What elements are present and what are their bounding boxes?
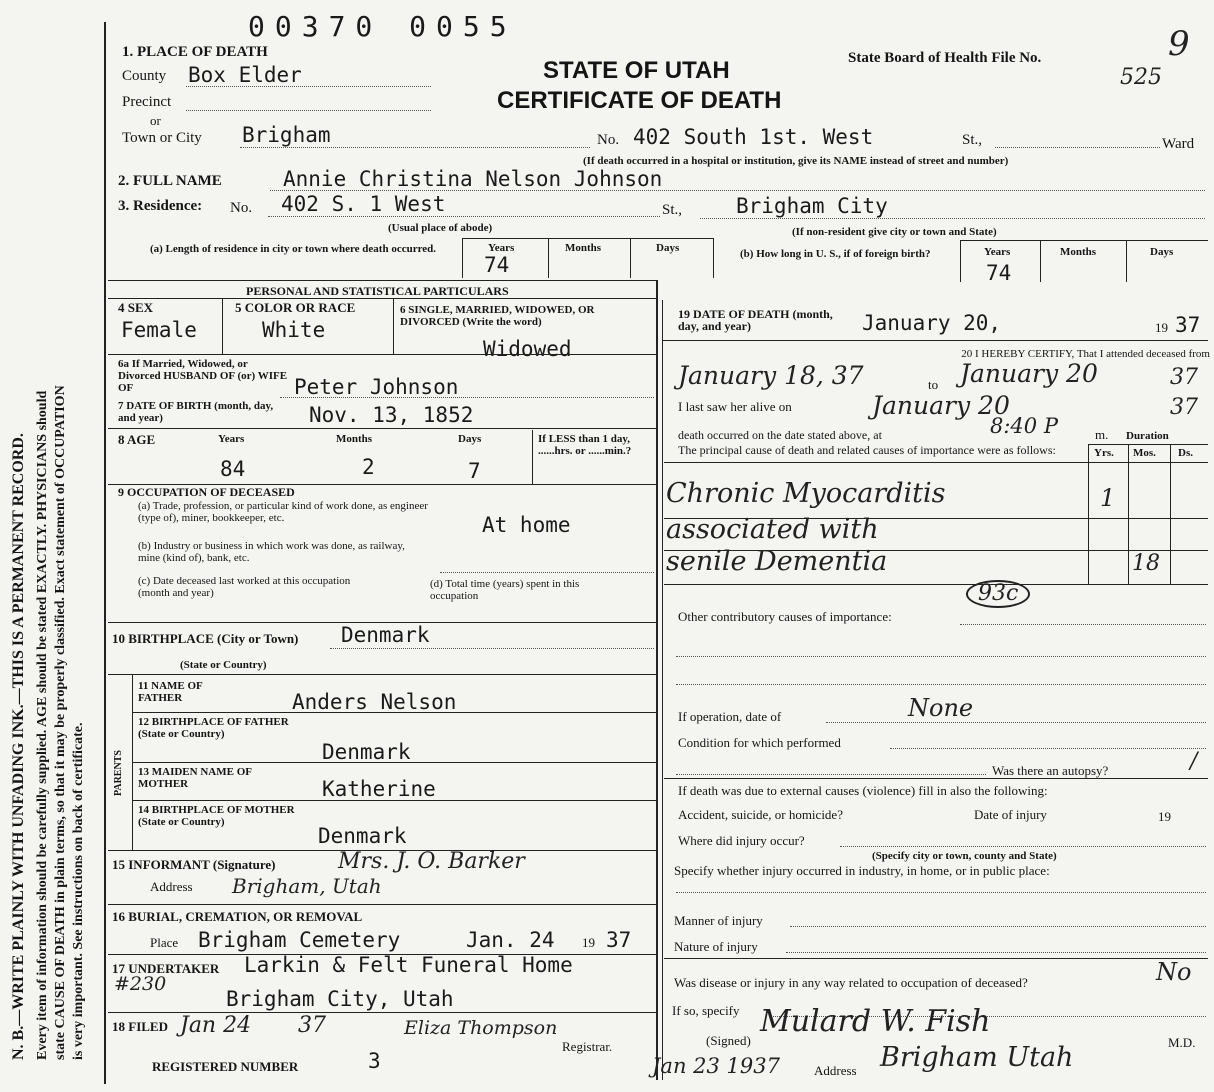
mother-birthplace-value: Denmark (318, 824, 407, 848)
death-occurred-label: death occurred on the date stated above, at (678, 428, 882, 442)
accident-label: Accident, suicide, or homicide? (678, 807, 843, 822)
full-name-value: Annie Christina Nelson Johnson (283, 167, 663, 191)
dod-year: 37 (1175, 313, 1201, 337)
place-of-death-label: 1. PLACE OF DEATH (122, 44, 268, 60)
other-causes-label: Other contributory causes of importance: (678, 609, 892, 624)
ward-label: Ward (1162, 136, 1195, 152)
informant-label: 15 INFORMANT (Signature) (112, 857, 276, 872)
filed-date: Jan 24 (180, 1013, 252, 1038)
state-title: STATE OF UTAH (543, 57, 730, 84)
mother-label: 13 MAIDEN NAME OF MOTHER (138, 766, 252, 790)
mother-birthplace-label: 14 BIRTHPLACE OF MOTHER (State or Country) (138, 804, 295, 828)
physician-address-label: Address (814, 1063, 857, 1078)
attended-to-label: to (928, 377, 939, 392)
burial-place-label: Place (150, 935, 179, 950)
father-value: Anders Nelson (292, 690, 457, 714)
color-label: 5 COLOR OR RACE (235, 300, 356, 315)
occupation-related-value: No (1156, 958, 1192, 986)
us-days-label: Days (1150, 246, 1174, 258)
file-no-label: State Board of Health File No. (848, 50, 1042, 66)
registrar-signature: Eliza Thompson (404, 1017, 558, 1039)
town-label: Town or City (122, 130, 202, 146)
usual-abode-note: (Usual place of abode) (388, 222, 493, 234)
registrar-label: Registrar. (562, 1039, 613, 1054)
birthplace-label: 10 BIRTHPLACE (City or Town) (112, 631, 299, 646)
ds-label: Ds. (1178, 447, 1193, 459)
us-months-label: Months (1060, 246, 1097, 258)
undertaker-address: Brigham City, Utah (226, 987, 454, 1011)
occupation-c-label: (c) Date deceased last worked at this occupation (month and year) (138, 575, 351, 599)
cause-label: The principal cause of death and related causes of importance were as follows: (678, 443, 1056, 457)
father-label: 11 NAME OF FATHER (138, 680, 203, 704)
street-value: 402 South 1st. West (633, 125, 874, 149)
specify-place-note: (Specify city or town, county and State) (872, 850, 1057, 862)
burial-label: 16 BURIAL, CREMATION, OR REMOVAL (112, 909, 363, 924)
autopsy-value: / (1190, 749, 1198, 774)
town-value: Brigham (242, 123, 331, 147)
age-days-value: 7 (468, 459, 481, 483)
informant-signature: Mrs. J. O. Barker (338, 849, 525, 874)
us-residence-label: (b) How long in U. S., if of foreign birth? (740, 248, 931, 260)
date-of-death-label: 19 DATE OF DEATH (month, day, and year) (678, 307, 833, 333)
filed-year: 37 (298, 1013, 326, 1038)
burial-year-prefix: 19 (582, 935, 595, 950)
residence-city: Brigham City (736, 194, 888, 218)
res-years-value: 74 (484, 253, 510, 277)
occupation-label: 9 OCCUPATION OF DECEASED (118, 485, 295, 499)
signed-date: Jan 23 1937 (652, 1054, 780, 1078)
res-years-label: Years (488, 242, 515, 254)
operation-label: If operation, date of (678, 709, 782, 724)
undertaker-value: Larkin & Felt Funeral Home (244, 953, 573, 977)
residence-st-label: St., (662, 202, 683, 218)
if-so-label: If so, specify (672, 1003, 740, 1018)
undertaker-label: 17 UNDERTAKER (112, 961, 220, 976)
hospital-note: (If death occurred in a hospital or institution, give its NAME instead of street and number) (583, 155, 1009, 167)
age-months-value: 2 (362, 455, 375, 479)
full-name-label: 2. FULL NAME (118, 173, 222, 189)
cause-3: senile Dementia (666, 546, 888, 577)
cause-2: associated with (666, 514, 879, 545)
attended-to: January 20 (960, 359, 1098, 388)
spouse-value: Peter Johnson (294, 375, 459, 399)
undertaker-number: #230 (114, 973, 167, 995)
father-birthplace-label: 12 BIRTHPLACE OF FATHER (State or Country) (138, 716, 289, 740)
serial-number: 00370 0055 (248, 10, 517, 43)
physician-signature: Mulard W. Fish (760, 1004, 991, 1039)
us-years-label: Years (984, 246, 1011, 258)
or-label: or (150, 113, 161, 128)
last-saw-label: I last saw her alive on (678, 399, 792, 414)
manner-label: Manner of injury (674, 913, 763, 928)
length-residence-label: (a) Length of residence in city or town where death occurred. (149, 243, 437, 255)
sex-label: 4 SEX (118, 300, 154, 315)
last-saw-value: January 20 (872, 391, 1010, 420)
date-of-death-value: January 20, (862, 311, 1002, 335)
dob-value: Nov. 13, 1852 (309, 403, 474, 427)
side-note-1: N. B.—WRITE PLAINLY WITH UNFADING INK.—THIS IS A PERMANENT RECORD. (10, 433, 27, 1060)
street-no-label: No. (597, 132, 620, 148)
parents-label: PARENTS (113, 750, 124, 796)
operation-value: None (908, 694, 974, 722)
death-time: 8:40 P (990, 414, 1058, 438)
birthplace-value: Denmark (341, 623, 430, 647)
autopsy-label: Was there an autopsy? (992, 763, 1109, 778)
left-border (104, 22, 106, 1084)
nature-label: Nature of injury (674, 939, 758, 954)
spouse-label: 6a If Married, Widowed, or Divorced HUSBAND OF (or) WIFE OF (118, 358, 288, 394)
injury-year-prefix: 19 (1158, 809, 1171, 824)
mother-value: Katherine (322, 777, 436, 801)
side-note-4: is very important. See instructions on back of certificate. (71, 722, 86, 1060)
cause-1: Chronic Myocarditis (666, 478, 946, 509)
dob-label: 7 DATE OF BIRTH (month, day, and year) (118, 400, 274, 424)
file-no-extra: 525 (1120, 65, 1162, 90)
occupation-related-label: Was disease or injury in any way related to occupation of deceased? (674, 975, 1028, 990)
res-days-label: Days (656, 242, 680, 254)
injury-date-label: Date of injury (974, 807, 1047, 822)
last-saw-year: 37 (1170, 395, 1198, 420)
condition-label: Condition for which performed (678, 735, 841, 750)
county-value: Box Elder (188, 63, 302, 87)
mos-label: Mos. (1133, 447, 1156, 459)
informant-address: Brigham, Utah (232, 874, 382, 898)
yrs-label: Yrs. (1094, 447, 1114, 459)
burial-place-value: Brigham Cemetery (198, 928, 401, 952)
marital-label: 6 SINGLE, MARRIED, WIDOWED, OR DIVORCED (Write the word) (400, 304, 595, 328)
birthplace-state-label: (State or Country) (180, 659, 267, 671)
personal-heading: PERSONAL AND STATISTICAL PARTICULARS (246, 284, 509, 298)
attended-from: January 18, 37 (678, 361, 864, 390)
registered-number-label: REGISTERED NUMBER (152, 1059, 299, 1074)
cause-1-yrs: 1 (1100, 484, 1116, 512)
age-months-label: Months (336, 433, 373, 445)
filed-label: 18 FILED (112, 1019, 168, 1034)
precinct-label: Precinct (122, 94, 172, 110)
certify-label: 20 I HEREBY CERTIFY, That I attended deceased from (961, 348, 1210, 360)
residence-value: 402 S. 1 West (281, 192, 446, 216)
age-label: 8 AGE (118, 432, 156, 447)
residence-no-label: No. (230, 200, 253, 216)
physician-address: Brigham Utah (880, 1042, 1074, 1073)
sex-value: Female (121, 318, 197, 342)
st-label: St., (962, 132, 983, 148)
occupation-b-label: (b) Industry or business in which work was done, as railway, mine (kind of), bank, etc. (138, 540, 405, 564)
specify-injury-label: Specify whether injury occurred in industry, in home, or in public place: (674, 863, 1050, 878)
cause-3-mos: 18 (1132, 551, 1160, 576)
m-label: m. (1095, 427, 1109, 442)
age-years-label: Years (218, 433, 245, 445)
md-label: M.D. (1168, 1035, 1196, 1050)
us-years-value: 74 (986, 261, 1012, 285)
duration-label: Duration (1126, 430, 1169, 442)
side-note-2: Every item of information should be carefully supplied. AGE should be stated EXACTLY. PHYSICIANS should (35, 390, 50, 1060)
residence-label: 3. Residence: (118, 198, 203, 214)
attended-year: 37 (1170, 365, 1198, 390)
external-causes-label: If death was due to external causes (violence) fill in also the following: (678, 783, 1048, 798)
occupation-a-label: (a) Trade, profession, or particular kind of work done, as engineer (type of), miner, bookkeeper, etc. (138, 500, 428, 524)
color-value: White (262, 318, 326, 342)
res-months-label: Months (565, 242, 602, 254)
signed-label: (Signed) (706, 1033, 751, 1048)
registered-number: 3 (368, 1049, 381, 1073)
nonresident-note: (If non-resident give city or town and State) (792, 226, 997, 238)
occupation-value: At home (482, 513, 571, 537)
dod-year-prefix: 19 (1155, 320, 1168, 335)
where-injury-label: Where did injury occur? (678, 833, 805, 848)
occupation-d-label: (d) Total time (years) spent in this occupation (430, 578, 580, 602)
cause-code: 93c (966, 580, 1030, 608)
age-days-label: Days (458, 433, 482, 445)
file-no: 9 (1168, 24, 1190, 64)
informant-address-label: Address (150, 879, 193, 894)
county-label: County (122, 68, 167, 84)
burial-date-value: Jan. 24 (466, 928, 555, 952)
side-note-3: state CAUSE OF DEATH in plain terms, so that it may be properly classified. Exact statement of OCCUPATION (53, 385, 68, 1060)
marital-value: Widowed (483, 337, 572, 361)
age-years-value: 84 (220, 457, 246, 481)
father-birthplace-value: Denmark (322, 740, 411, 764)
burial-year-value: 37 (606, 928, 632, 952)
certificate-title: CERTIFICATE OF DEATH (497, 87, 782, 114)
less-than-day-label: If LESS than 1 day, ......hrs. or ......min.? (538, 433, 632, 457)
